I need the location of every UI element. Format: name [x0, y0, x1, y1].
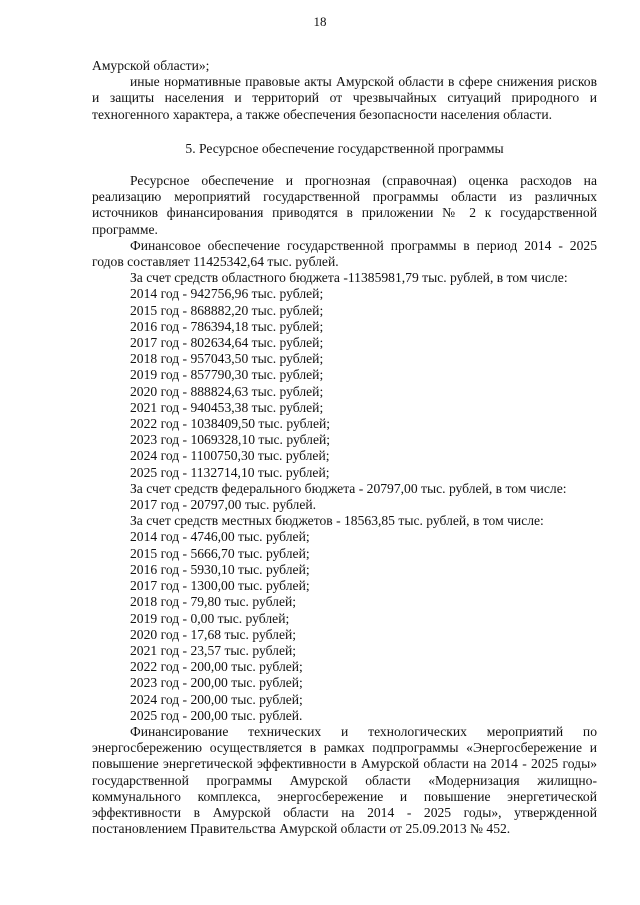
local-budget-list [92, 529, 597, 723]
budget-year-line: 2025 год - 1132714,10 тыс. рублей; [130, 464, 330, 480]
intro-fragment: Амурской области»; [92, 58, 210, 73]
federal-budget-header: За счет средств федерального бюджета - 20797,00 тыс. рублей, в том числе: [130, 480, 567, 496]
budget-year-line: 2019 год - 0,00 тыс. рублей; [130, 610, 290, 626]
budget-year-line: 2014 год - 4746,00 тыс. рублей; [130, 529, 310, 545]
page-number: 18 [313, 14, 327, 29]
budget-year-line: 2021 год - 23,57 тыс. рублей; [130, 642, 297, 658]
budget-year-line: 2022 год - 200,00 тыс. рублей; [130, 659, 303, 675]
local-budget-block [92, 513, 597, 724]
budget-year-line: 2019 год - 857790,30 тыс. рублей; [130, 367, 324, 383]
budget-year-line: 2014 год - 942756,96 тыс. рублей; [130, 286, 324, 302]
closing-paragraph: Финансирование технических и технологических мероприятий по энергосбережению осуществляется в рамках подпрограммы «Энергосбережение и повышение энергетической эффективности в Амурской области на 2014 - 2025 годы» государственной программы Амурской области «Модернизация жилищно-коммунального комплекса, энергосбережение и повышение энергетической эффективности в Амурской области на 2014 - 2025 годы», утвержденной постановлением Правительства Амурской области от 25.09.2013 № 452. [92, 723, 597, 837]
budget-year-line: 2015 год - 5666,70 тыс. рублей; [130, 545, 310, 561]
budget-year-line: 2017 год - 1300,00 тыс. рублей; [130, 578, 310, 594]
section-heading: 5. Ресурсное обеспечение государственной программы [185, 140, 504, 156]
regional-budget-list [92, 286, 597, 480]
regional-budget-block [92, 270, 597, 481]
resource-paragraph: Ресурсное обеспечение и прогнозная (справочная) оценка расходов на реализацию мероприятий государственной программы области из различных источников финансирования приводятся в приложении № 2 к государственной программе. [92, 173, 597, 237]
budget-year-line: 2021 год - 940453,38 тыс. рублей; [130, 399, 324, 415]
federal-budget-block [92, 481, 597, 513]
budget-year-line: 2015 год - 868882,20 тыс. рублей; [130, 302, 324, 318]
budget-year-line: 2020 год - 888824,63 тыс. рублей; [130, 383, 324, 399]
document-body [92, 58, 597, 837]
budget-year-line: 2024 год - 200,00 тыс. рублей; [130, 691, 303, 707]
budget-year-line: 2018 год - 957043,50 тыс. рублей; [130, 351, 324, 367]
regional-budget-header: За счет средств областного бюджета -11385981,79 тыс. рублей, в том числе: [130, 270, 568, 286]
total-paragraph: Финансовое обеспечение государственной программы в период 2014 - 2025 годов составляет 11425342,64 тыс. рублей. [92, 237, 597, 270]
federal-budget-list [92, 497, 597, 513]
budget-year-line: 2020 год - 17,68 тыс. рублей; [130, 626, 297, 642]
budget-year-line: 2017 год - 20797,00 тыс. рублей. [130, 497, 317, 513]
budget-year-line: 2024 год - 1100750,30 тыс. рублей; [130, 448, 330, 464]
budget-year-line: 2018 год - 79,80 тыс. рублей; [130, 594, 297, 610]
budget-year-line: 2016 год - 5930,10 тыс. рублей; [130, 561, 310, 577]
intro-paragraph: иные нормативные правовые акты Амурской области в сфере снижения рисков и защиты населения и территорий от чрезвычайных ситуаций природного и техногенного характера, а также обеспечения безопасности населения области. [92, 74, 597, 122]
budget-year-line: 2023 год - 1069328,10 тыс. рублей; [130, 432, 331, 448]
budget-year-line: 2017 год - 802634,64 тыс. рублей; [130, 335, 324, 351]
budget-year-line: 2022 год - 1038409,50 тыс. рублей; [130, 416, 331, 432]
local-budget-header: За счет средств местных бюджетов - 18563,85 тыс. рублей, в том числе: [130, 513, 544, 529]
budget-year-line: 2016 год - 786394,18 тыс. рублей; [130, 318, 324, 334]
budget-year-line: 2025 год - 200,00 тыс. рублей. [130, 707, 303, 723]
budget-year-line: 2023 год - 200,00 тыс. рублей; [130, 675, 303, 691]
